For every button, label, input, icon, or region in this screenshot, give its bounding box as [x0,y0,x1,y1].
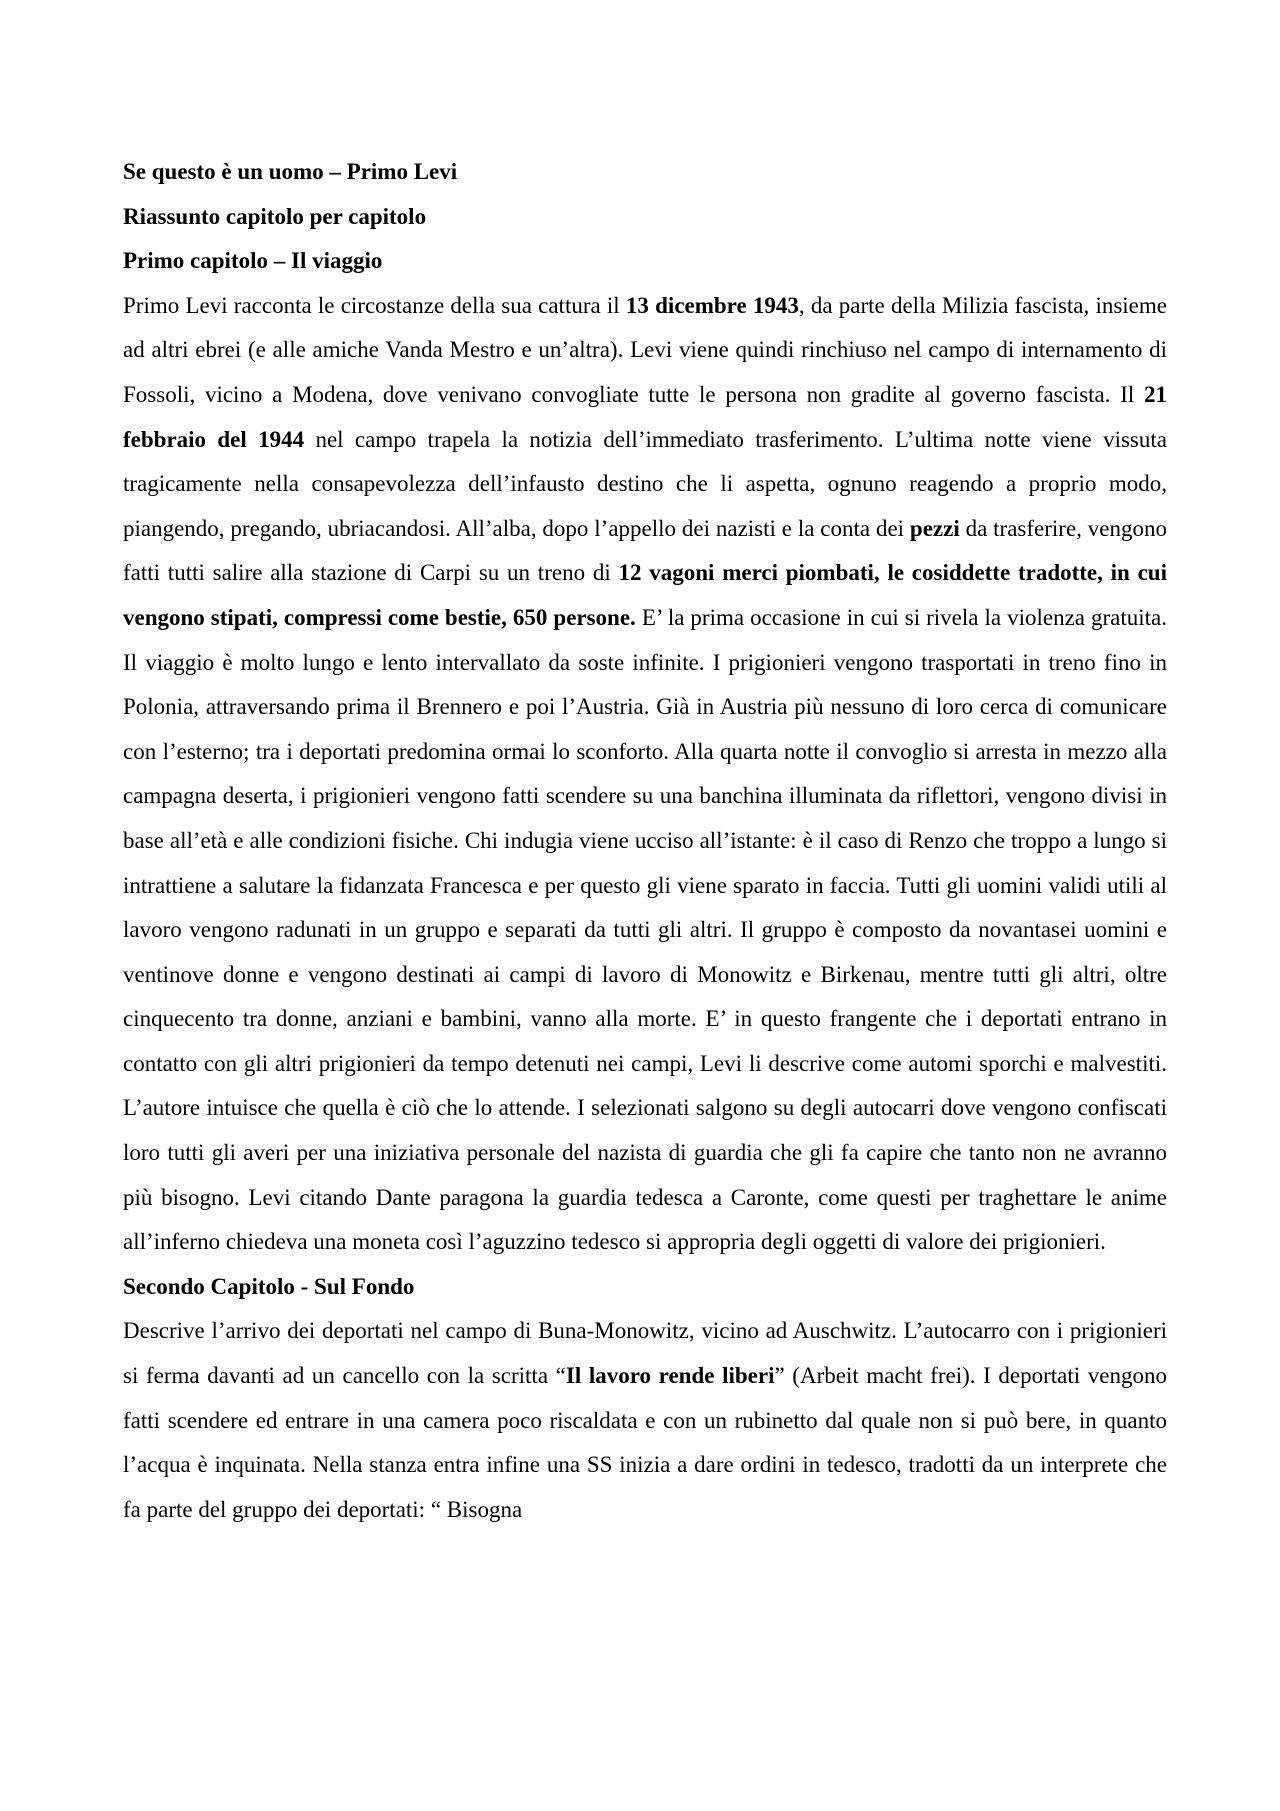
bold-date-capture: 13 dicembre 1943 [625,292,799,318]
document-page [123,150,1167,1532]
chapter-2-heading: Secondo Capitolo - Sul Fondo [123,1273,415,1299]
bold-pezzi: pezzi [909,515,960,541]
chapter-1-heading: Primo capitolo – Il viaggio [123,248,383,274]
text-run: nel campo trapela la notizia dell’immediato trasferimento. L’ultima notte viene vissuta tragicamente nella consapevolezza dell’infausto destino che li aspetta, ognuno reagendo a proprio modo, piangendo, pregando, ubriacandosi. All’alba, dopo l’appello dei nazisti e la conta dei [123,426,1167,541]
document-subtitle: Riassunto capitolo per capitolo [123,203,427,229]
text-run: Descrive l’arrivo dei deportati nel campo di Buna-Monowitz, vicino ad Auschwitz. L’autocarro con i prigionieri si ferma davanti ad un cancello con la scritta “ [123,1318,1167,1389]
text-run: ” (Arbeit macht frei). I deportati vengono fatti scendere ed entrare in una camera poco riscaldata e con un rubinetto dal quale non si può bere, in quanto l’acqua è inquinata. Nella stanza entra infine una SS inizia a dare ordini in tedesco, tradotti da un interprete che fa parte del gruppo dei deportati: “ Bisogna [123,1363,1168,1522]
chapter-1-paragraph [123,284,1167,1265]
text-run: Primo Levi racconta le circostanze della sua cattura il [123,292,626,318]
bold-train-description: 12 vagoni merci piombati, le cosiddette tradotte, in cui vengono stipati, compressi come bestie, 650 persone. [123,560,1167,630]
text-run: da trasferire, vengono fatti tutti salire alla stazione di Carpi su un treno di [123,515,1167,586]
bold-gate-inscription: Il lavoro rende liberi [565,1363,775,1389]
chapter-2-paragraph [123,1309,1167,1532]
text-run: E’ la prima occasione in cui si rivela la violenza gratuita. Il viaggio è molto lungo e lento intervallato da soste infinite. I prigionieri vengono trasportati in treno fino in Polonia, attraversando prima il Brennero e poi l’Austria. Già in Austria più nessuno di loro cerca di comunicare con l’esterno; tra i deportati predomina ormai lo sconforto. Alla quarta notte il convoglio si arresta in mezzo alla campagna deserta, i prigionieri vengono fatti scendere su una banchina illuminata da riflettori, vengono divisi in base all’età e alle condizioni fisiche. Chi indugia viene ucciso all’istante: è il caso di Renzo che troppo a lungo si intrattiene a salutare la fidanzata Francesca e per questo gli viene sparato in faccia. Tutti gli uomini validi utili al lavoro vengono radunati in un gruppo e separati da tutti gli altri. Il gruppo è composto da novantasei uomini e ventinove donne e vengono destinati ai campi di lavoro di Monowitz e Birkenau, mentre tutti gli altri, oltre cinquecento tra donne, anziani e bambini, vanno alla morte. E’ in questo frangente che i deportati entrano in contatto con gli altri prigionieri da tempo detenuti nei campi, Levi li descrive come automi sporchi e malvestiti. L’autore intuisce che quella è ciò che lo attende. I selezionati salgono su degli autocarri dove vengono confiscati loro tutti gli averi per una iniziativa personale del nazista di guardia che gli fa capire che tanto non ne avranno più bisogno. Levi citando Dante paragona la guardia tedesca a Caronte, come questi per traghettare le anime all’inferno chiedeva una moneta così l’aguzzino tedesco si appropria degli oggetti di valore dei prigionieri. [123,604,1167,1255]
text-run: , da parte della Milizia fascista, insieme ad altri ebrei (e alle amiche Vanda Mestro e un’altra). Levi viene quindi rinchiuso nel campo di internamento di Fossoli, vicino a Modena, dove venivano convogliate tutte le persona non gradite al governo fascista. Il [123,292,1167,407]
bold-date-transfer: 21 febbraio del 1944 [123,381,1167,452]
document-title: Se questo è un uomo – Primo Levi [123,159,458,184]
